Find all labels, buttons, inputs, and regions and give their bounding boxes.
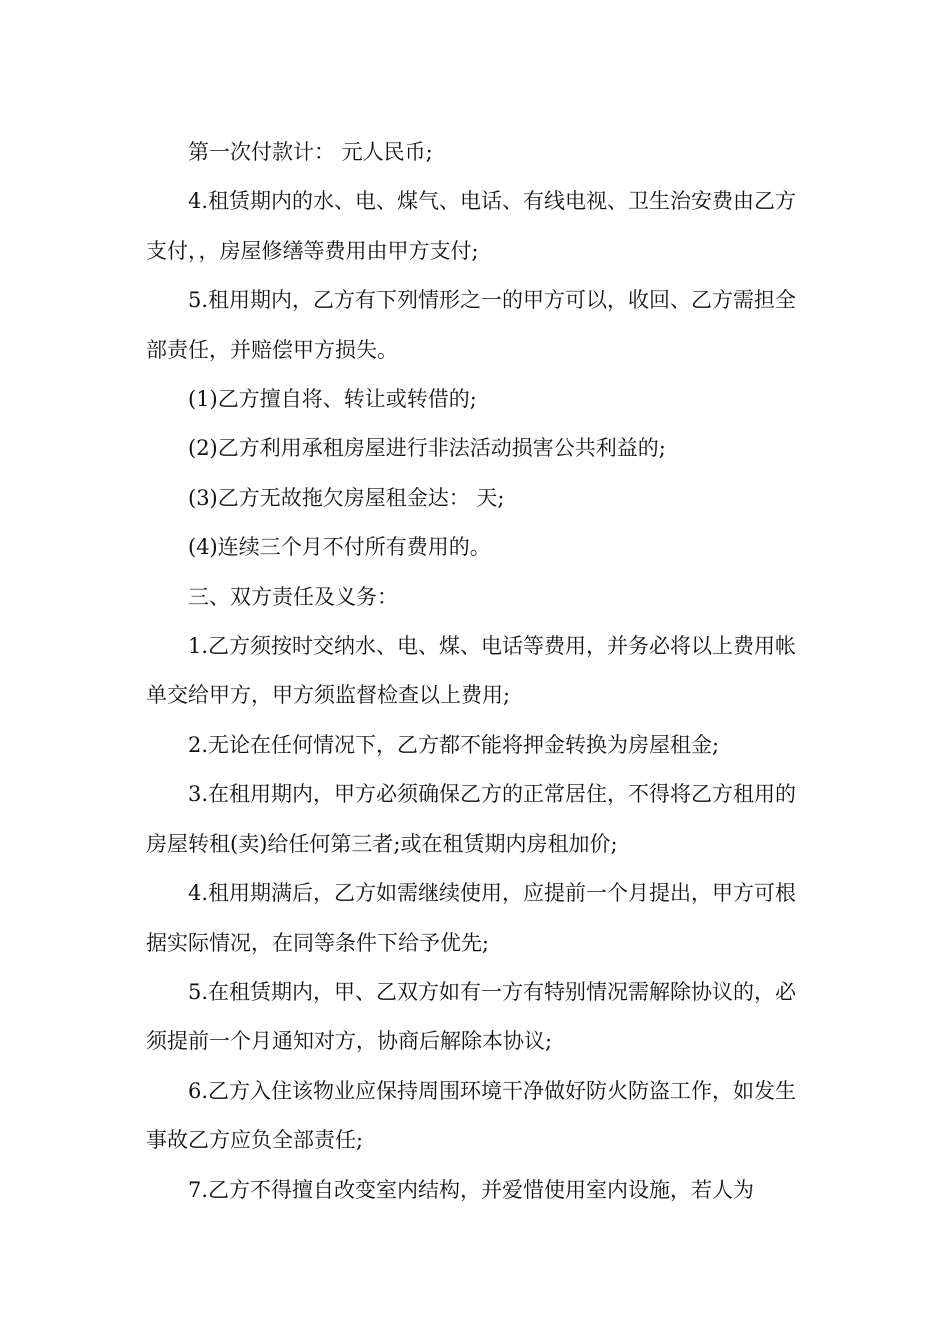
paragraph-clause-5-termination: 5.租用期内，乙方有下列情形之一的甲方可以，收回、乙方需担全部责任，并赔偿甲方损失。	[146, 288, 797, 362]
paragraph-item-2: (2)乙方利用承租房屋进行非法活动损害公共利益的;	[188, 436, 666, 461]
paragraph-duty-4: 4.租用期满后，乙方如需继续使用，应提前一个月提出，甲方可根据实际情况，在同等条件下给予优先;	[146, 881, 797, 955]
paragraph-first-payment: 第一次付款计： 元人民币;	[188, 140, 433, 164]
paragraph-duty-1: 1.乙方须按时交纳水、电、煤、电话等费用，并务必将以上费用帐单交给甲方，甲方须监督检查以上费用;	[146, 634, 797, 708]
paragraph-duty-3: 3.在租用期内，甲方必须确保乙方的正常居住，不得将乙方租用的房屋转租(卖)给任何第三者;或在租赁期内房租加价;	[146, 782, 797, 856]
paragraph-item-3: (3)乙方无故拖欠房屋租金达： 天;	[188, 485, 505, 510]
paragraph-duty-5: 5.在租赁期内，甲、乙双方如有一方有特别情况需解除协议的，必须提前一个月通知对方，协商后解除本协议;	[146, 979, 797, 1054]
paragraph-clause-4-utilities: 4.租赁期内的水、电、煤气、电话、有线电视、卫生治安费由乙方支付，，房屋修缮等费用由甲方支付;	[146, 189, 797, 263]
paragraph-item-1: (1)乙方擅自将、转让或转借的;	[188, 387, 477, 412]
paragraph-item-4: (4)连续三个月不付所有费用的。	[188, 535, 491, 560]
paragraph-duty-2: 2.无论在任何情况下，乙方都不能将押金转换为房屋租金;	[188, 732, 720, 757]
paragraph-duty-6: 6.乙方入住该物业应保持周围环境干净做好防火防盗工作，如发生事故乙方应负全部责任;	[146, 1078, 797, 1153]
document-body	[146, 128, 816, 1215]
paragraph-duty-7: 7.乙方不得擅自改变室内结构，并爱惜使用室内设施，若人为	[188, 1177, 755, 1202]
section-heading-responsibilities: 三、双方责任及义务：	[188, 584, 398, 609]
